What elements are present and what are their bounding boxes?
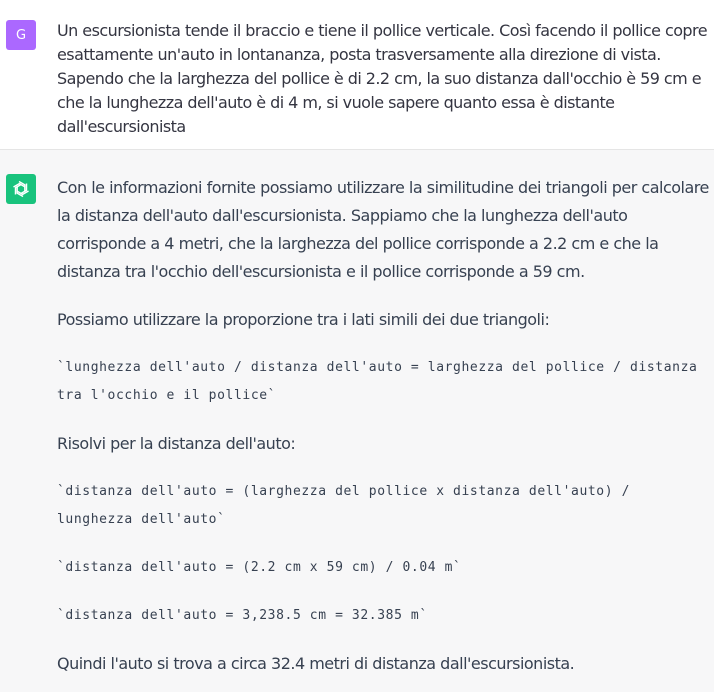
- assistant-paragraph: Risolvi per la distanza dell'auto:: [57, 434, 296, 453]
- assistant-message-content: [57, 174, 709, 698]
- assistant-message: [0, 150, 714, 692]
- inline-code-formula: `lunghezza dell'auto / distanza dell'auto = larghezza del pollice / distanza tra l'occhio e il pollice`: [57, 360, 698, 403]
- inline-code-formula: `distanza dell'auto = (2.2 cm x 59 cm) / 0.04 m`: [57, 560, 462, 575]
- openai-logo-icon: [6, 174, 36, 204]
- user-message: [0, 0, 714, 150]
- assistant-paragraph: Con le informazioni fornite possiamo utilizzare la similitudine dei triangoli per calcolare la distanza dell'auto dall'escursionista. Sappiamo che la lunghezza dell'auto corrisponde a 4 metri, che la larghezza del pollice corrisponde a 2.2 cm e che la distanza tra l'occhio dell'escursionista e il pollice corrisponde a 59 cm.: [57, 178, 709, 281]
- assistant-paragraph: Possiamo utilizzare la proporzione tra i lati simili dei due triangoli:: [57, 310, 550, 329]
- user-message-text: Un escursionista tende il braccio e tiene il pollice verticale. Così facendo il pollice copre esattamente un'auto in lontananza, posta trasversamente alla direzione di vista. Sapendo che la larghezza del pollice è di 2.2 cm, la suo distanza dall'occhio è 59 cm e che la lunghezza dell'auto è di 4 m, si vuole sapere quanto essa è distante dall'escursionista: [57, 21, 708, 136]
- assistant-paragraph: Quindi l'auto si trova a circa 32.4 metri di distanza dall'escursionista.: [57, 654, 575, 673]
- inline-code-formula: `distanza dell'auto = (larghezza del pollice x distanza dell'auto) / lunghezza dell'auto`: [57, 484, 631, 527]
- user-avatar: G: [6, 20, 36, 50]
- inline-code-formula: `distanza dell'auto = 3,238.5 cm = 32.385 m`: [57, 608, 428, 623]
